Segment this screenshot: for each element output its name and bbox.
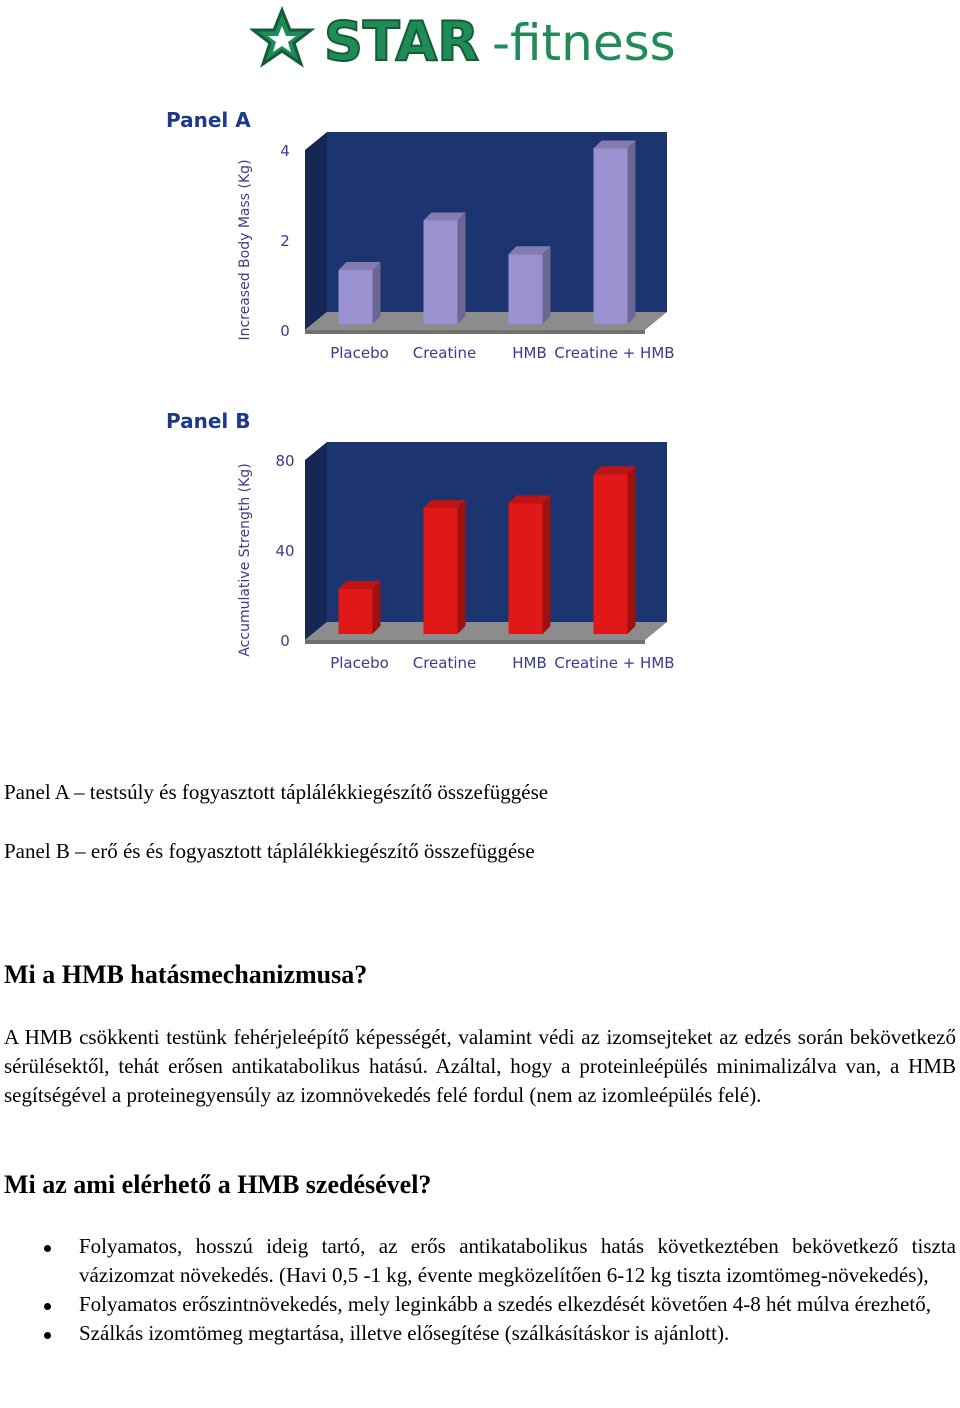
bar xyxy=(424,221,458,325)
panel-a-title: Panel A xyxy=(166,108,251,132)
bar-side xyxy=(373,581,381,634)
y-tick-label: 4 xyxy=(280,142,290,160)
panel-b-title: Panel B xyxy=(166,409,251,433)
x-tick-label: HMB xyxy=(512,344,547,362)
x-tick-label: Creatine + HMB xyxy=(554,654,675,672)
plot-side-wall xyxy=(305,132,327,330)
logo-brand: STAR xyxy=(324,10,479,72)
bar xyxy=(339,589,373,634)
bar-side xyxy=(628,141,636,325)
caption-panel-b: Panel B – erő és és fogyasztott táplálékkiegészítő összefüggése xyxy=(4,839,535,863)
bar-side xyxy=(458,213,466,325)
bar xyxy=(339,270,373,324)
plot-floor-edge xyxy=(305,330,645,334)
list-item: Folyamatos, hosszú ideig tartó, az erős antikatabolikus hatás következtében bekövetkező tiszta vázizomzat növekedés. (Havi 0,5 -1 kg, évente megközelítően 6-12 kg tiszta izomtömeg-növekedés), xyxy=(4,1232,956,1290)
section-text-mechanism: A HMB csökkenti testünk fehérjeleépítő képességét, valamint védi az izomsejteket az edzés során bekövetkező sérülésektől, tehát erősen antikatabolikus hatású. Azáltal, hogy a proteinleépülés minimalizálva van, a HMB segítségével a proteinegyensúly az izomnövekedés felé fordul (nem az izomleépülés felé). xyxy=(4,1025,956,1107)
plot-side-wall xyxy=(305,442,327,640)
x-tick-label: Placebo xyxy=(330,654,389,672)
y-axis-label: Accumulative Strength (Kg) xyxy=(237,463,253,657)
bar xyxy=(594,149,628,325)
bar xyxy=(594,474,628,634)
logo-suffix: -fitness xyxy=(492,14,676,72)
bar-side xyxy=(628,466,636,634)
bar xyxy=(509,504,543,635)
section-heading-benefits: Mi az ami elérhető a HMB szedésével? xyxy=(4,1170,432,1199)
star-fitness-logo xyxy=(250,6,720,72)
section-heading-mechanism: Mi a HMB hatásmechanizmusa? xyxy=(4,960,368,989)
bar xyxy=(509,254,543,324)
bar-side xyxy=(373,262,381,324)
x-tick-label: HMB xyxy=(512,654,547,672)
x-tick-label: Creatine xyxy=(412,344,477,362)
x-tick-label: Creatine xyxy=(412,654,477,672)
y-tick-label: 2 xyxy=(280,232,290,250)
benefits-list xyxy=(4,1232,956,1348)
y-tick-label: 0 xyxy=(280,632,290,650)
y-axis-label: Increased Body Mass (Kg) xyxy=(237,159,253,341)
bar-side xyxy=(458,500,466,634)
x-tick-label: Placebo xyxy=(330,344,389,362)
y-tick-label: 0 xyxy=(280,322,290,340)
list-item: Folyamatos erőszintnövekedés, mely leginkább a szedés elkezdését követően 4-8 hét múlva érezhető, xyxy=(4,1290,956,1319)
y-tick-label: 40 xyxy=(275,542,295,560)
bar xyxy=(424,508,458,634)
panel-a-chart xyxy=(225,125,680,370)
plot-floor-edge xyxy=(305,640,645,644)
list-item: Szálkás izomtömeg megtartása, illetve elősegítése (szálkásításkor is ajánlott). xyxy=(4,1319,956,1348)
bar-side xyxy=(543,496,551,635)
x-tick-label: Creatine + HMB xyxy=(554,344,675,362)
y-tick-label: 80 xyxy=(275,452,295,470)
caption-panel-a: Panel A – testsúly és fogyasztott táplálékkiegészítő összefüggése xyxy=(4,780,549,804)
panel-b-chart xyxy=(225,435,680,680)
bar-side xyxy=(543,246,551,324)
